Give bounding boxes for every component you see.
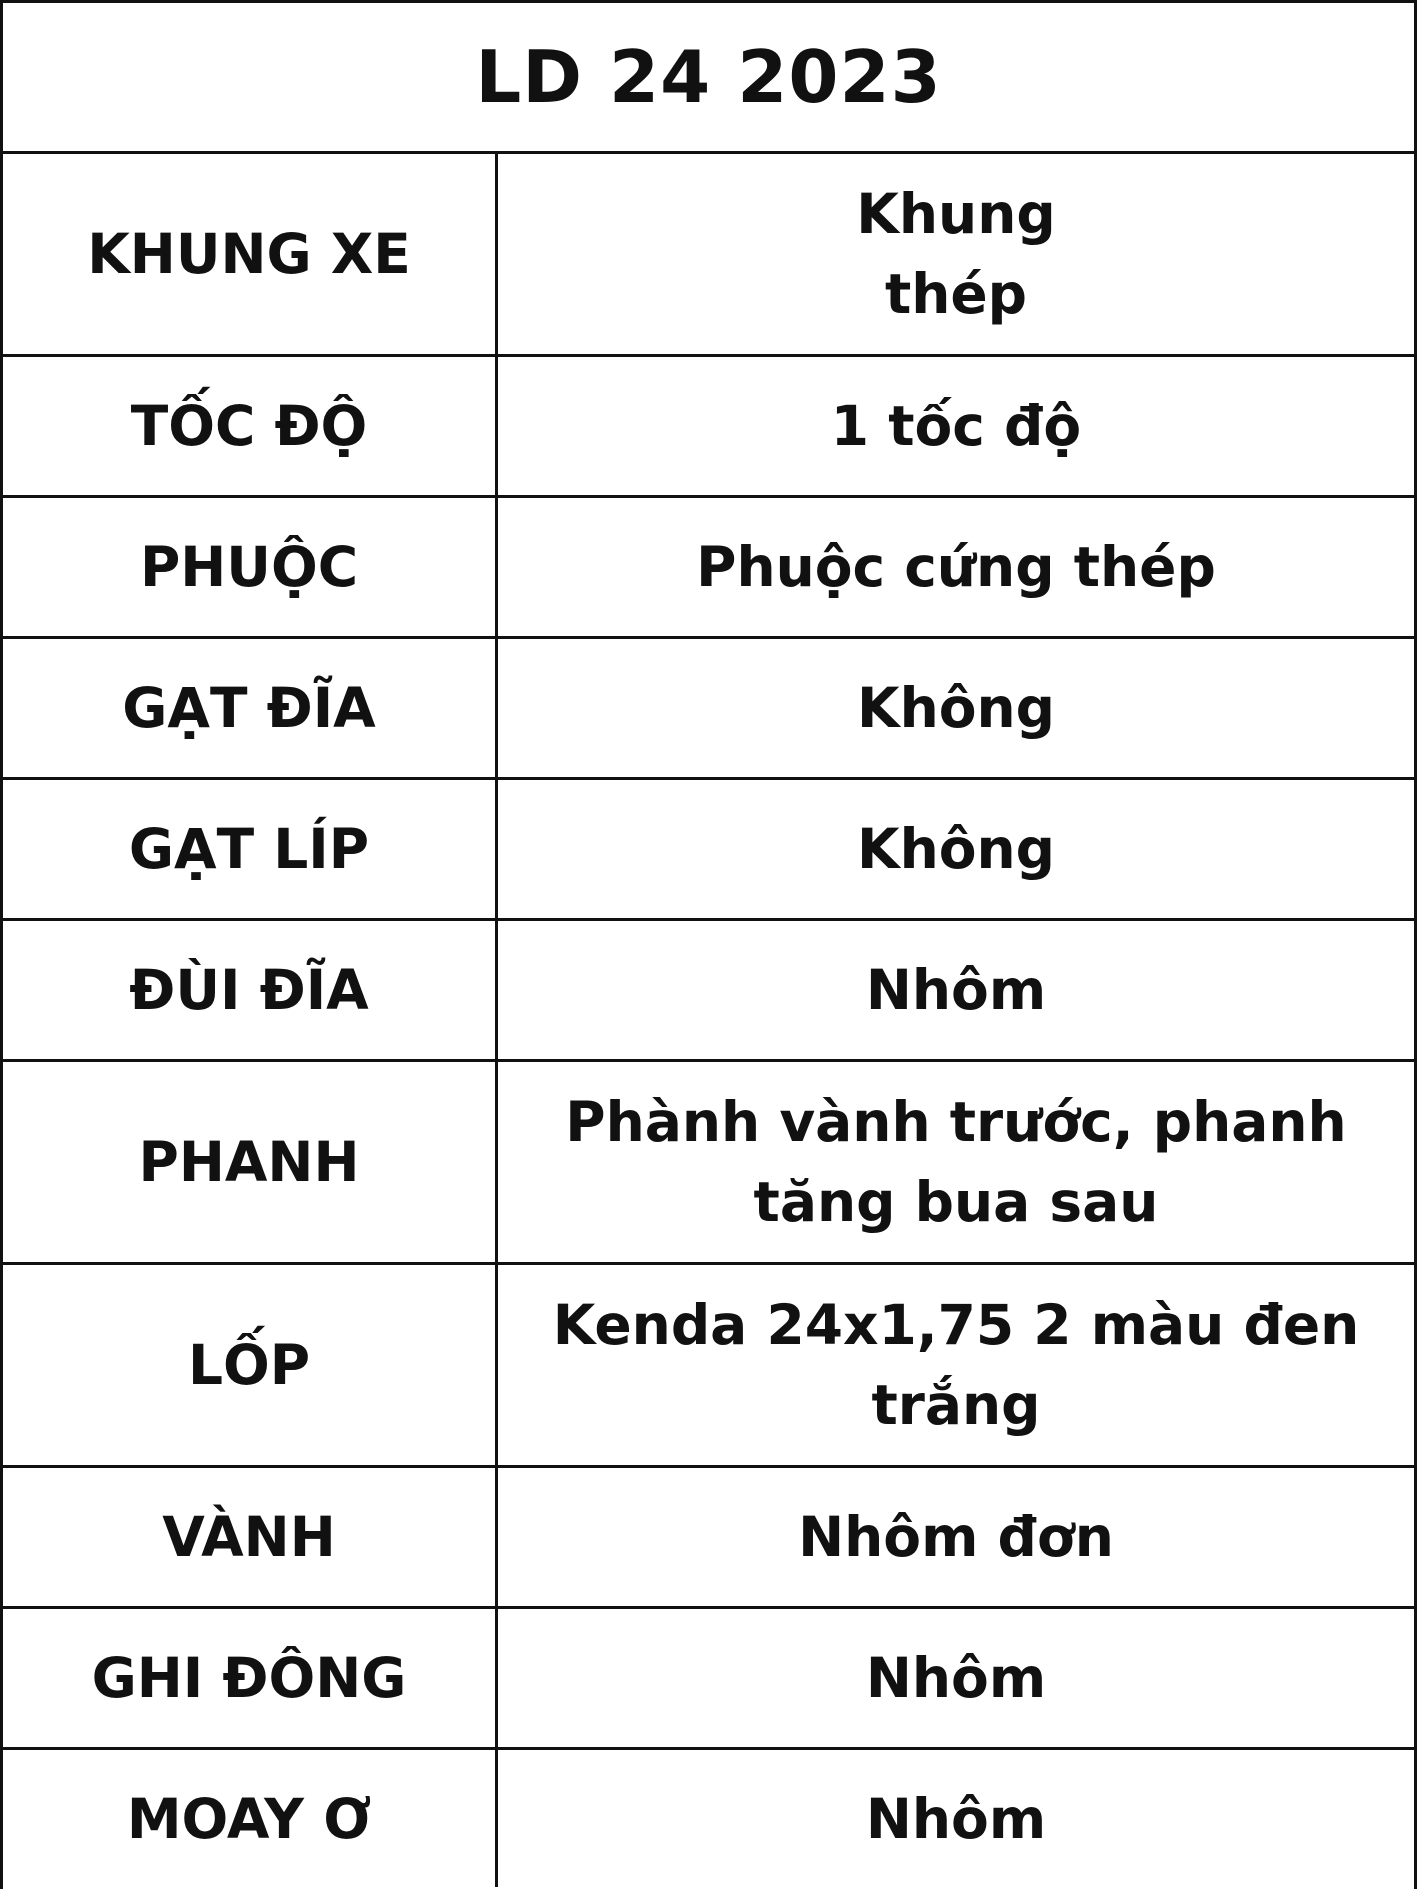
table-row [3, 921, 1414, 1062]
row-label: GẠT LÍP [3, 780, 498, 918]
table-row [3, 1750, 1414, 1887]
row-value: Nhôm [865, 1646, 1047, 1710]
row-value: Khung thép [856, 182, 1056, 326]
row-label: PHANH [3, 1062, 498, 1262]
table-row [3, 357, 1414, 498]
row-value: Kenda 24x1,75 2 màu đen trắng [552, 1293, 1360, 1437]
row-value: Nhôm [865, 1786, 1047, 1851]
table-row [3, 1609, 1414, 1750]
row-value: Nhôm [865, 958, 1047, 1022]
table-row [3, 780, 1414, 921]
table-row [3, 498, 1414, 639]
row-label: GHI ĐÔNG [3, 1609, 498, 1747]
row-label: VÀNH [3, 1468, 498, 1606]
row-value: Phuộc cứng thép [696, 535, 1216, 599]
row-value: Không [856, 676, 1056, 740]
row-value: 1 tốc độ [830, 394, 1082, 458]
row-value: Phành vành trước, phanh tăng bua sau [565, 1090, 1347, 1234]
row-label: PHUỘC [3, 498, 498, 636]
row-label: LỐP [3, 1265, 498, 1465]
row-value: Nhôm đơn [798, 1505, 1114, 1569]
table-row [3, 1265, 1414, 1468]
table-title: LD 24 2023 [3, 3, 1414, 154]
row-label: KHUNG XE [3, 154, 498, 354]
table-row [3, 154, 1414, 357]
row-label: GẠT ĐĨA [3, 639, 498, 777]
table-row [3, 1062, 1414, 1265]
row-label: TỐC ĐỘ [3, 357, 498, 495]
row-label: MOAY Ơ [3, 1750, 498, 1887]
table-row [3, 639, 1414, 780]
row-value: Không [856, 817, 1056, 881]
table-row [3, 1468, 1414, 1609]
row-label: ĐÙI ĐĨA [3, 921, 498, 1059]
